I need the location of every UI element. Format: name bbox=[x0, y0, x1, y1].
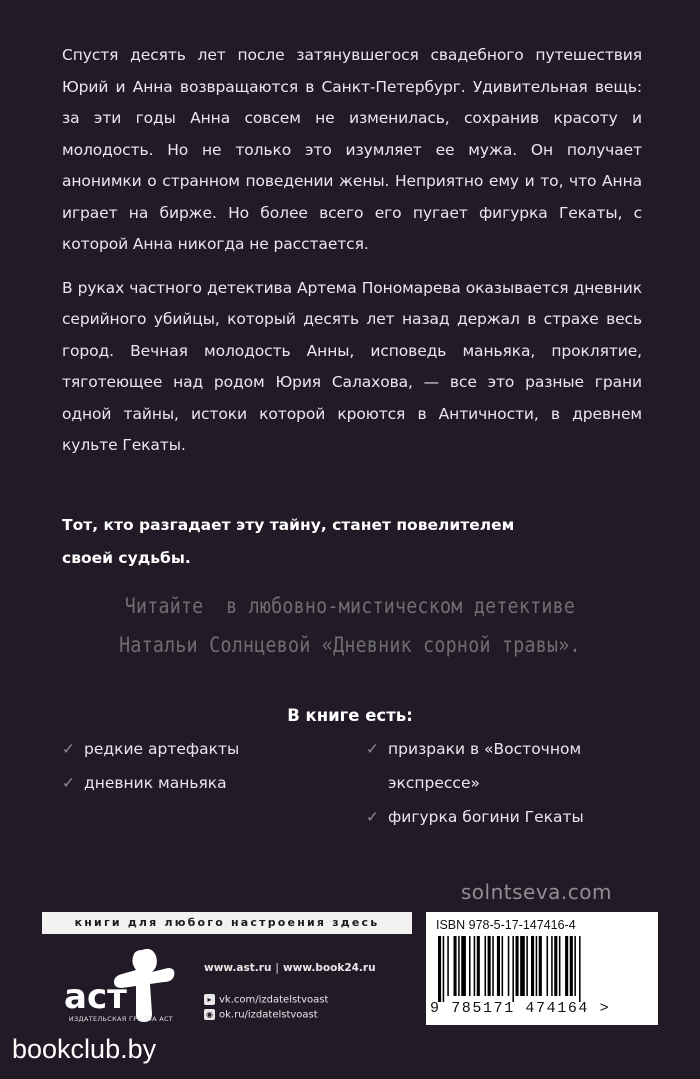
isbn-label: ISBN 978-5-17-147416-4 bbox=[436, 918, 576, 932]
barcode-bar bbox=[565, 936, 568, 996]
barcode-bar bbox=[447, 936, 449, 996]
barcode-bar bbox=[512, 936, 514, 1002]
check-icon: ✓ bbox=[62, 774, 75, 792]
barcode-bar bbox=[526, 936, 528, 996]
feature-item bbox=[62, 732, 239, 766]
logo-wordmark: аст bbox=[64, 977, 127, 1017]
feature-label: экспрессе» bbox=[388, 774, 480, 792]
logo-caption: ИЗДАТЕЛЬСКАЯ ГРУППА АСТ bbox=[68, 1015, 174, 1023]
barcode-bar bbox=[531, 936, 534, 996]
barcode-bar bbox=[438, 936, 441, 1002]
barcode-bar bbox=[516, 936, 519, 996]
tagline bbox=[62, 587, 638, 665]
barcode-bar bbox=[461, 936, 466, 996]
link-ast[interactable]: www.ast.ru bbox=[204, 962, 272, 974]
tagline-line-1: Читайте в любовно-мистическом детективе bbox=[124, 594, 576, 618]
feature-item bbox=[366, 732, 581, 766]
feature-item-continuation bbox=[388, 766, 480, 800]
blurb-paragraph-1: Спустя десять лет после затянувшегося свадебного путешествия Юрий и Анна возвращаются в Санкт-Петербург. Удивительная вещь: за эти годы Анна совсем не изменилась, сохранив красоту и молодость. Но не только это изумляет ее мужа. Он получает анонимки о странном поведении жены. Неприятно ему и то, что Анна играет на бирже. Но более всего его пугает фигурка Гекаты, с которой Анна никогда не расстается. bbox=[62, 46, 642, 253]
publisher-strip: книги для любого настроения здесь bbox=[42, 912, 412, 934]
highlight-line-1: Тот, кто разгадает эту тайну, станет повелителем bbox=[62, 516, 515, 534]
blurb-paragraph-2: В руках частного детектива Артема Пономарева оказывается дневник серийного убийцы, который десять лет назад держал в страхе весь город. Вечная молодость Анны, исповедь маньяка, проклятие, тяготеющее над родом Юрия Салахова, — все это разные грани одной тайны, истоки которой кроются в Античности, в древнем культе Гекаты. bbox=[62, 278, 642, 454]
link-separator: | bbox=[275, 962, 279, 974]
barcode-bar bbox=[536, 936, 538, 996]
author-website[interactable]: solntseva.com bbox=[460, 880, 612, 904]
feature-label: редкие артефакты bbox=[84, 740, 240, 758]
barcode-bar bbox=[547, 936, 549, 996]
barcode-bar bbox=[574, 936, 576, 996]
feature-label: призраки в «Восточном bbox=[388, 740, 582, 758]
ok-icon: ◉ bbox=[204, 1009, 215, 1020]
barcode-digits: 9 785171 474164 > bbox=[430, 1000, 611, 1017]
publisher-links bbox=[204, 962, 376, 974]
barcode-bars bbox=[438, 936, 632, 1002]
barcode-bar bbox=[485, 936, 487, 996]
barcode-bar bbox=[520, 936, 525, 996]
check-icon: ✓ bbox=[366, 740, 379, 758]
tagline-line-2: Натальи Солнцевой «Дневник сорной травы». bbox=[119, 633, 581, 657]
ok-link[interactable]: ok.ru/izdatelstvoast bbox=[219, 1009, 318, 1021]
barcode-bar bbox=[570, 936, 573, 996]
highlight-text bbox=[62, 509, 562, 575]
barcode-bar bbox=[469, 936, 471, 996]
barcode-bar bbox=[474, 936, 476, 996]
barcode-bar bbox=[443, 936, 445, 1002]
barcode-bar bbox=[554, 936, 557, 996]
barcode-bar bbox=[579, 936, 581, 1002]
barcode-bar bbox=[508, 936, 510, 996]
barcode-bar bbox=[492, 936, 494, 996]
vk-icon: ▸ bbox=[204, 994, 215, 1005]
highlight-line-2: своей судьбы. bbox=[62, 549, 191, 567]
feature-item bbox=[62, 766, 227, 800]
feature-item bbox=[366, 800, 584, 834]
vk-link[interactable]: vk.com/izdatelstvoast bbox=[219, 994, 329, 1006]
barcode-bar bbox=[477, 936, 480, 996]
check-icon: ✓ bbox=[366, 808, 379, 826]
link-book24[interactable]: www.book24.ru bbox=[282, 962, 376, 974]
barcode-bar bbox=[559, 936, 561, 996]
barcode-bar bbox=[458, 936, 460, 996]
feature-label: дневник маньяка bbox=[84, 774, 227, 792]
social-ok[interactable] bbox=[204, 1009, 318, 1021]
features-title: В книге есть: bbox=[287, 706, 413, 725]
barcode-bar bbox=[488, 936, 491, 996]
barcode-bar bbox=[551, 936, 553, 996]
barcode-bar bbox=[454, 936, 457, 996]
barcode-bar bbox=[497, 936, 500, 996]
barcode-bar bbox=[502, 936, 504, 996]
barcode-bar bbox=[539, 936, 542, 996]
social-vk[interactable] bbox=[204, 994, 328, 1006]
feature-label: фигурка богини Гекаты bbox=[388, 808, 584, 826]
watermark: bookclub.by bbox=[12, 1034, 157, 1064]
blurb bbox=[62, 40, 642, 462]
check-icon: ✓ bbox=[62, 740, 75, 758]
barcode-box bbox=[426, 912, 658, 1025]
